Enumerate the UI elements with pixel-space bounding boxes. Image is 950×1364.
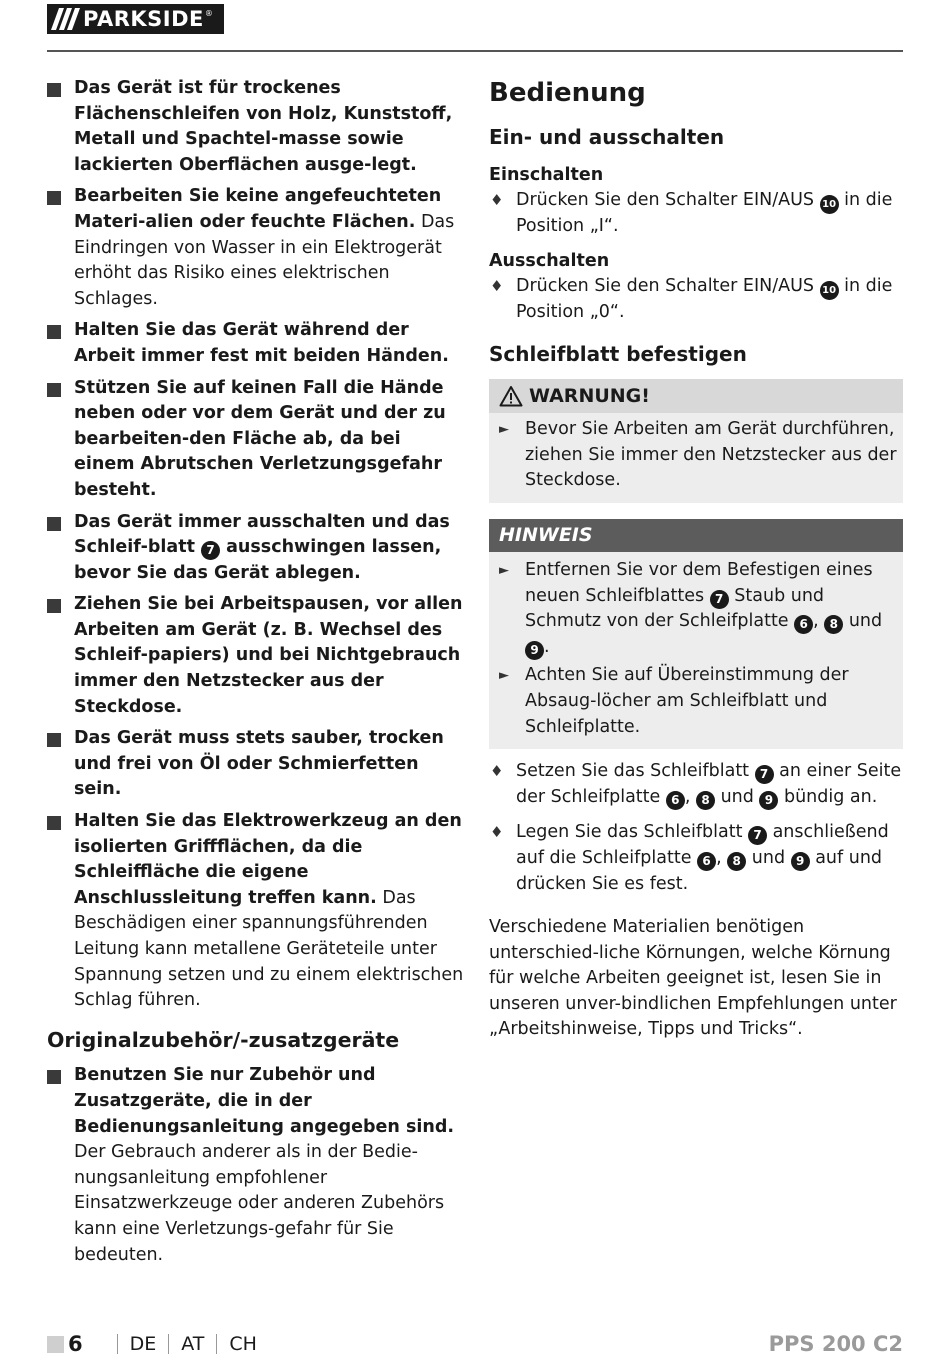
warning-header: WARNUNG! xyxy=(489,379,903,413)
hint-item: ► Entfernen Sie vor dem Befestigen eines neuen Schleifblattes 7 Staub und Schmutz von der Schleifplatte 6 , 8 und 9 . xyxy=(489,558,903,660)
right-column xyxy=(489,76,903,1043)
grain-paragraph: Verschiedene Materialien benötigen unterschied-liche Körnungen, welche Körnung für welche Arbeiten geeignet ist, lesen Sie in unseren unver-bindlichen Empfehlungen unter „Arbeitshinweise, Tipps und Tricks“. xyxy=(489,917,897,1040)
lang-at: AT xyxy=(181,1333,205,1355)
warning-box xyxy=(489,379,903,503)
heading-operation: Bedienung xyxy=(489,78,646,108)
warning-triangle-icon xyxy=(499,385,523,407)
warning-item: ► Bevor Sie Arbeiten am Gerät durchführen, ziehen Sie immer den Netzstecker aus der Steckdose. xyxy=(489,417,903,494)
hint-item: ► Achten Sie auf Übereinstimmung der Absaug-löcher am Schleifblatt und Schleifplatte. xyxy=(489,663,903,740)
brand-name: PARKSIDE xyxy=(83,7,204,31)
left-column xyxy=(47,76,467,1274)
logo-stripes-icon xyxy=(47,4,81,34)
step-item: ♦ Legen Sie das Schleifblatt 7 anschließend auf die Schleifplatte 6 , 8 und 9 auf und drücken Sie es fest. xyxy=(489,820,903,897)
subheading-on: Einschalten xyxy=(489,165,604,185)
registered-mark: ® xyxy=(204,8,213,18)
hint-header: HINWEIS xyxy=(489,519,903,552)
list-item: Benutzen Sie nur Zubehör und Zusatzgeräte, die in der Bedienungsanleitung angegeben sind. Der Gebrauch anderer als in der Bedie-nungsanleitung empfohlener Einsatzwerkzeuge oder anderen Zubehörs kann eine Verletzungs-gefahr für Sie bedeuten. xyxy=(47,1063,467,1268)
list-item: Das Gerät muss stets sauber, trocken und frei von Öl oder Schmierfetten sein. xyxy=(47,726,467,803)
subheading-off: Ausschalten xyxy=(489,250,610,271)
step-item: ♦ Drücken Sie den Schalter EIN/AUS 10 in die Position „I“. xyxy=(489,188,903,240)
step-item: ♦ Drücken Sie den Schalter EIN/AUS 10 in die Position „0“. xyxy=(489,274,903,326)
lang-de: DE xyxy=(129,1333,157,1355)
section-title-accessories: Originalzubehör/-zusatzgeräte xyxy=(47,1027,400,1052)
part-number-badge: 10 xyxy=(820,281,839,300)
heading-switch: Ein- und ausschalten xyxy=(489,125,725,149)
list-item: Ziehen Sie bei Arbeitspausen, vor allen Arbeiten am Gerät (z. B. Wechsel des Schleif-papiers) und bei Nichtgebrauch immer den Netzstecker aus der Steckdose. xyxy=(47,592,467,720)
lang-ch: CH xyxy=(229,1333,257,1355)
divider xyxy=(216,1334,217,1354)
divider xyxy=(117,1334,118,1354)
hint-box xyxy=(489,519,903,749)
page-footer xyxy=(47,1329,903,1359)
step-item: ♦ Setzen Sie das Schleifblatt 7 an einer Seite der Schleifplatte 6 , 8 und 9 bündig an. xyxy=(489,759,903,810)
page-header xyxy=(47,4,903,52)
model-number: PPS 200 C2 xyxy=(768,1332,903,1356)
list-item: Halten Sie das Gerät während der Arbeit immer fest mit beiden Händen. xyxy=(47,318,467,369)
list-item: Das Gerät ist für trockenes Flächenschleifen von Holz, Kunststoff, Metall und Spachtel-masse sowie lackierten Oberflächen ausge-legt. xyxy=(47,76,467,178)
list-item: Das Gerät immer ausschalten und das Schleif-blatt 7 ausschwingen lassen, bevor Sie das Gerät ablegen. xyxy=(47,510,467,587)
parkside-logo xyxy=(47,4,224,34)
list-item: Bearbeiten Sie keine angefeuchteten Materi-alien oder feuchte Flächen. Das Eindringen von Wasser in ein Elektrogerät erhöht das Risiko eines elektrischen Schlages. xyxy=(47,184,467,312)
heading-attach: Schleifblatt befestigen xyxy=(489,342,747,367)
divider xyxy=(168,1334,169,1354)
footer-square-icon xyxy=(47,1336,64,1353)
page-number: 6 xyxy=(68,1332,83,1356)
list-item: Halten Sie das Elektrowerkzeug an den isolierten Griffflächen, da die Schleiffläche die eigene Anschlussleitung treffen kann. Das Beschädigen einer spannungsführenden Leitung kann metallene Geräteteile unter Spannung setzen und zu einem elektrischen Schlag führen. xyxy=(47,809,467,1014)
list-item: Stützen Sie auf keinen Fall die Hände neben oder vor dem Gerät und der zu bearbeiten-den Fläche ab, da bei einem Abrutschen Verletzungsgefahr besteht. xyxy=(47,376,467,504)
part-number-badge: 7 xyxy=(201,541,220,560)
part-number-badge: 10 xyxy=(820,195,839,214)
